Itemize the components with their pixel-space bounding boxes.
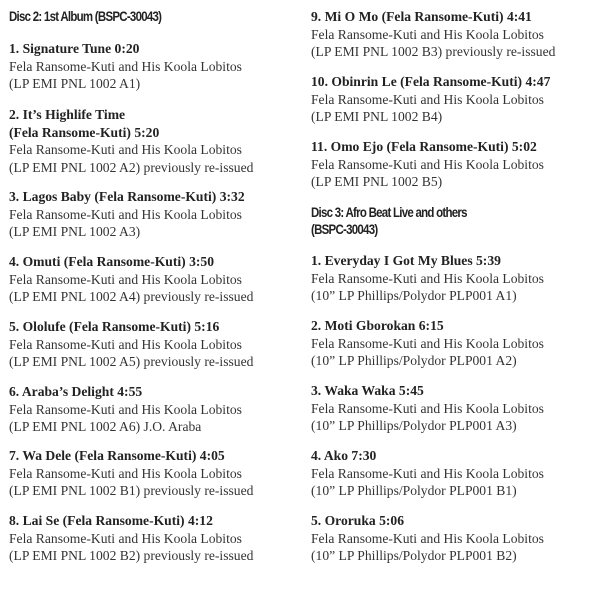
track-title: 8. Lai Se (Fela Ransome-Kuti) 4:12 (9, 513, 213, 528)
track-item (311, 447, 544, 500)
track-artist: Fela Ransome-Kuti and His Koola Lobitos (9, 530, 242, 546)
track-title: 5. Ololufe (Fela Ransome-Kuti) 5:16 (9, 319, 220, 334)
track-artist: Fela Ransome-Kuti and His Koola Lobitos (311, 465, 544, 481)
track-source: (10” LP Phillips/Polydor PLP001 B2) (311, 548, 517, 564)
disc-3-header-block (311, 204, 501, 238)
track-item (9, 383, 242, 436)
track-source: (LP EMI PNL 1002 B2) previously re-issued (9, 548, 254, 564)
track-source: (10” LP Phillips/Polydor PLP001 B1) (311, 483, 517, 499)
track-title-continued: (Fela Ransome-Kuti) 5:20 (9, 124, 160, 140)
track-item (311, 252, 544, 305)
track-item (311, 382, 544, 435)
track-title: 3. Lagos Baby (Fela Ransome-Kuti) 3:32 (9, 189, 245, 204)
track-title: 2. Moti Gborokan 6:15 (311, 318, 444, 333)
track-artist: Fela Ransome-Kuti and His Koola Lobitos (9, 465, 242, 481)
track-artist: Fela Ransome-Kuti and His Koola Lobitos (311, 156, 544, 172)
track-title: 9. Mi O Mo (Fela Ransome-Kuti) 4:41 (311, 9, 532, 24)
track-source: (LP EMI PNL 1002 B4) (311, 109, 443, 125)
track-item (9, 512, 253, 565)
track-source: (LP EMI PNL 1002 A1) (9, 76, 141, 92)
track-source: (LP EMI PNL 1002 B3) previously re-issued (311, 44, 556, 60)
track-source: (LP EMI PNL 1002 A2) previously re-issued (9, 159, 254, 175)
track-title: 2. It’s Highlife Time (9, 107, 126, 122)
track-item (9, 253, 253, 306)
disc-2-header: Disc 2: 1st Album (BSPC-30043) (9, 8, 162, 24)
track-source: (LP EMI PNL 1002 A4) previously re-issued (9, 289, 254, 305)
track-title: 10. Obinrin Le (Fela Ransome-Kuti) 4:47 (311, 74, 551, 89)
track-item (311, 138, 544, 191)
track-item (311, 8, 555, 61)
track-artist: Fela Ransome-Kuti and His Koola Lobitos (9, 401, 242, 417)
track-item (311, 512, 544, 565)
track-source: (10” LP Phillips/Polydor PLP001 A2) (311, 353, 517, 369)
track-source: (10” LP Phillips/Polydor PLP001 A1) (311, 288, 517, 304)
track-artist: Fela Ransome-Kuti and His Koola Lobitos (311, 530, 544, 546)
track-title: 4. Omuti (Fela Ransome-Kuti) 3:50 (9, 254, 215, 269)
disc-3-header: Disc 3: Afro Beat Live and others (311, 204, 467, 220)
track-title: 1. Everyday I Got My Blues 5:39 (311, 253, 501, 268)
track-title: 5. Ororuka 5:06 (311, 513, 405, 528)
track-artist: Fela Ransome-Kuti and His Koola Lobitos (311, 91, 544, 107)
track-source: (10” LP Phillips/Polydor PLP001 A3) (311, 418, 517, 434)
track-source: (LP EMI PNL 1002 A3) (9, 224, 141, 240)
track-title: 11. Omo Ejo (Fela Ransome-Kuti) 5:02 (311, 139, 537, 154)
track-artist: Fela Ransome-Kuti and His Koola Lobitos (311, 400, 544, 416)
track-artist: Fela Ransome-Kuti and His Koola Lobitos (9, 336, 242, 352)
track-item (9, 106, 253, 176)
disc-3-header-catalog: (BSPC-30043) (311, 221, 378, 237)
track-item (9, 447, 253, 500)
left-column (9, 0, 299, 564)
track-item (9, 188, 245, 241)
track-artist: Fela Ransome-Kuti and His Koola Lobitos (9, 142, 242, 158)
track-artist: Fela Ransome-Kuti and His Koola Lobitos (9, 271, 242, 287)
track-source: (LP EMI PNL 1002 B5) (311, 174, 443, 190)
track-title: 3. Waka Waka 5:45 (311, 383, 424, 398)
track-title: 6. Araba’s Delight 4:55 (9, 384, 143, 399)
track-artist: Fela Ransome-Kuti and His Koola Lobitos (311, 270, 544, 286)
track-artist: Fela Ransome-Kuti and His Koola Lobitos (311, 26, 544, 42)
track-artist: Fela Ransome-Kuti and His Koola Lobitos (9, 206, 242, 222)
track-title: 7. Wa Dele (Fela Ransome-Kuti) 4:05 (9, 448, 225, 463)
track-title: 1. Signature Tune 0:20 (9, 41, 140, 56)
track-source: (LP EMI PNL 1002 A6) J.O. Araba (9, 419, 202, 435)
track-item (311, 73, 550, 126)
track-item (9, 318, 253, 371)
track-item (311, 317, 544, 370)
track-artist: Fela Ransome-Kuti and His Koola Lobitos (9, 58, 242, 74)
track-title: 4. Ako 7:30 (311, 448, 377, 463)
track-item (9, 40, 242, 93)
track-source: (LP EMI PNL 1002 A5) previously re-issued (9, 354, 254, 370)
track-source: (LP EMI PNL 1002 B1) previously re-issued (9, 483, 254, 499)
track-artist: Fela Ransome-Kuti and His Koola Lobitos (311, 335, 544, 351)
